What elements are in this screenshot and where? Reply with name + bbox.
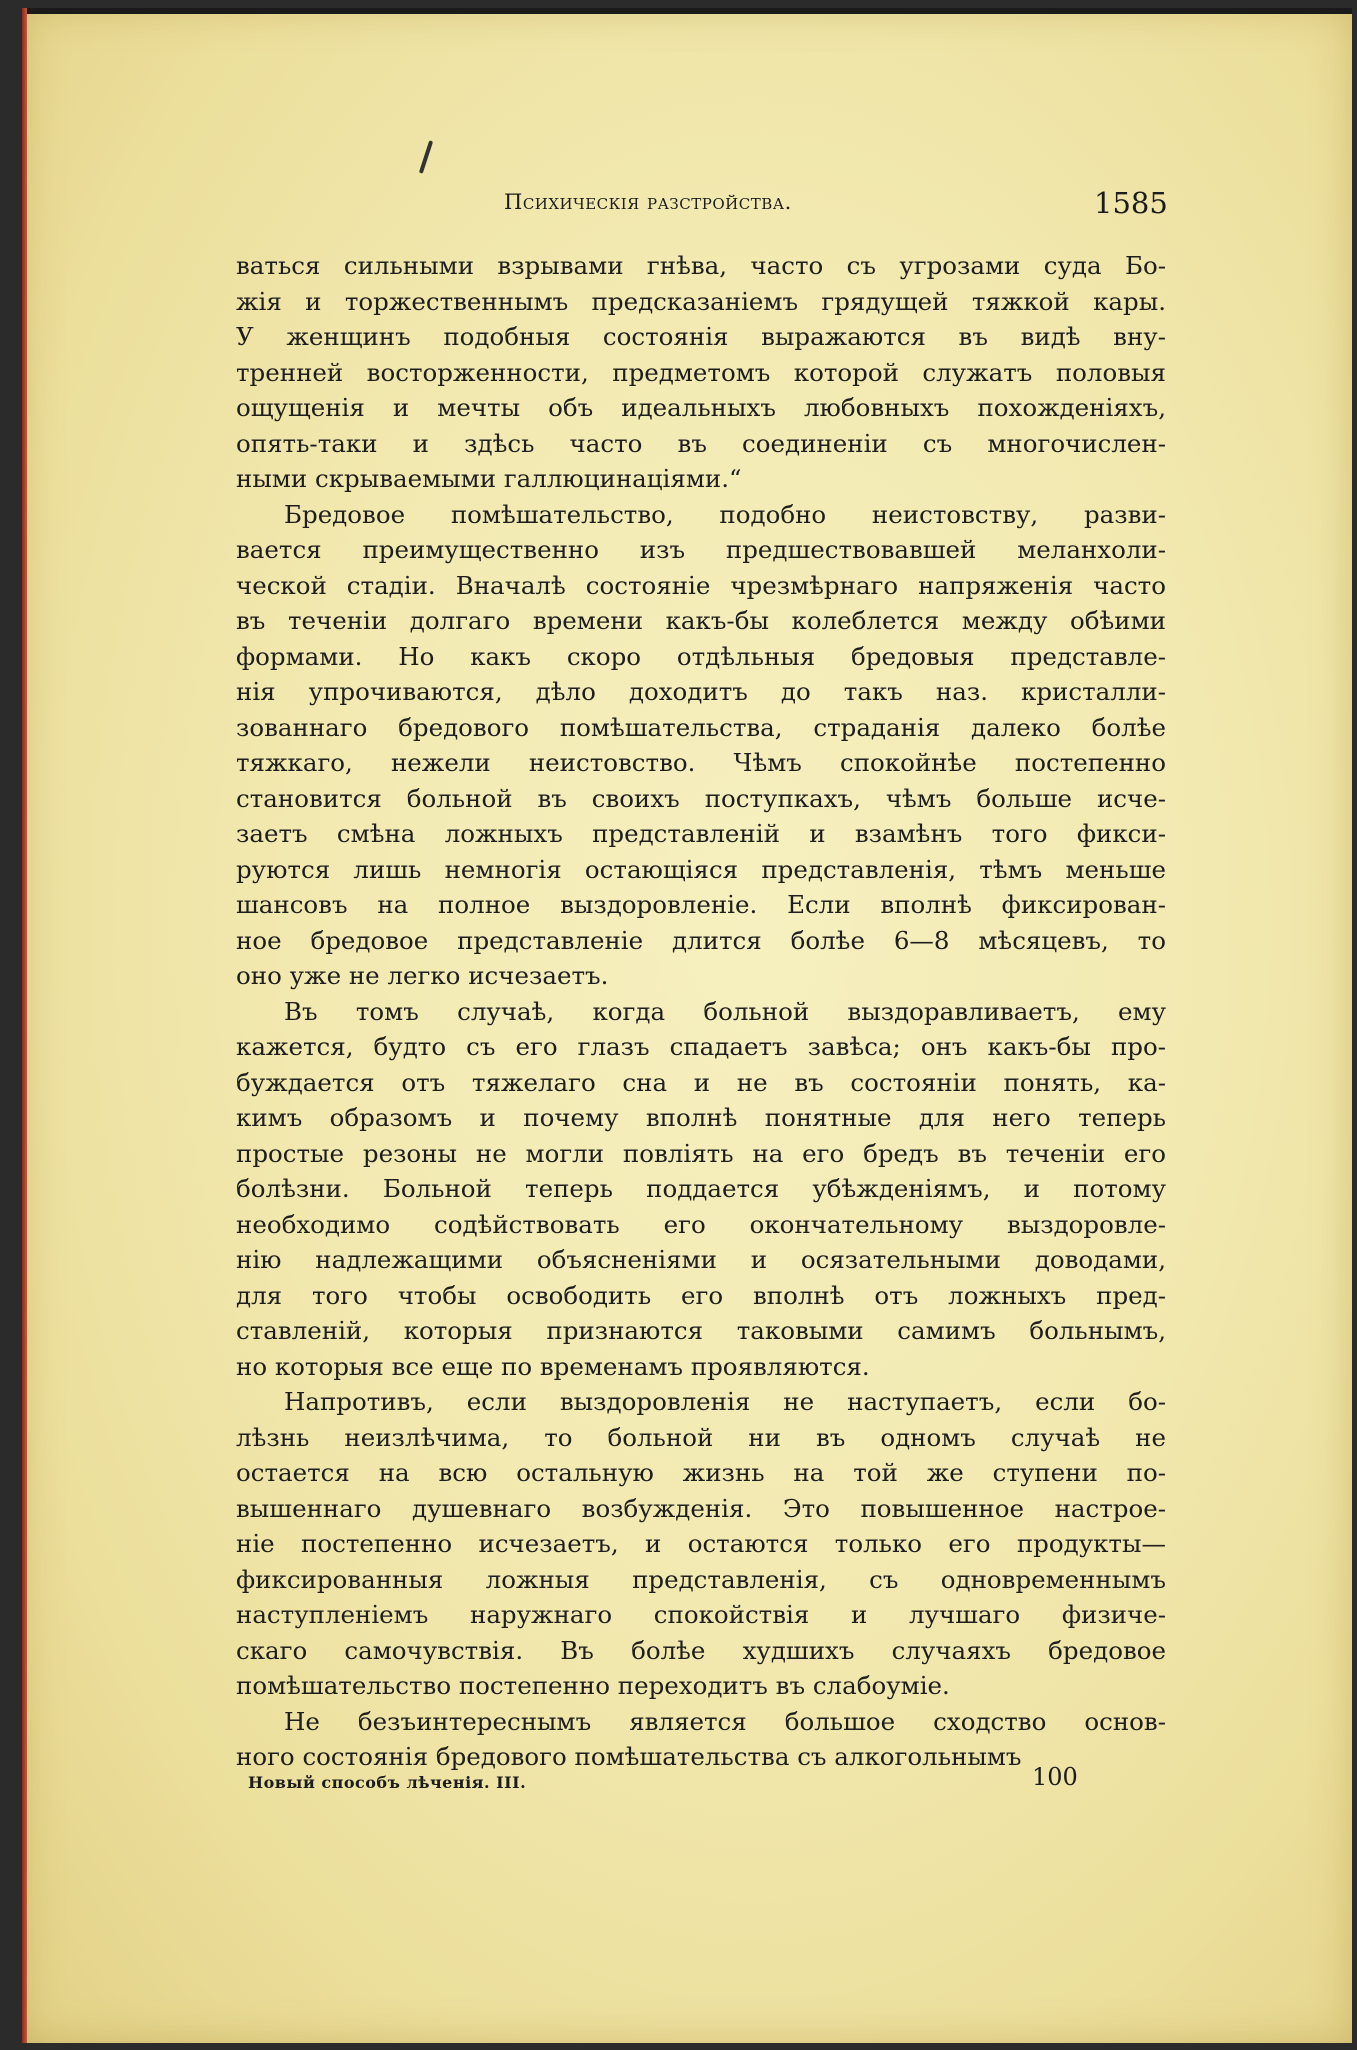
text-line: руются лишь немногія остающіяся представленія, тѣмъ меньше xyxy=(236,854,1166,884)
text-line: ческой стадіи. Вначалѣ состояніе чрезмѣрнаго напряженія часто xyxy=(236,570,1166,600)
text-line: для того чтобы освободить его вполнѣ отъ ложныхъ пред- xyxy=(236,1280,1166,1310)
text-line: оно уже не легко исчезаетъ. xyxy=(236,961,609,990)
running-head: Психическія разстройства. xyxy=(504,190,792,214)
text-line: становится больной въ своихъ поступкахъ, чѣмъ больше исче- xyxy=(236,783,1166,813)
text-line: жія и торжественнымъ предсказаніемъ грядущей тяжкой кары. xyxy=(236,286,1166,316)
text-line: Въ томъ случаѣ, когда больной выздоравливаетъ, ему xyxy=(284,996,1166,1026)
paragraph xyxy=(236,497,1166,994)
paragraph xyxy=(236,994,1166,1385)
text-line: зованнаго бредового помѣшательства, страданія далеко болѣе xyxy=(236,712,1166,742)
text-line: ного состоянія бредового помѣшательства съ алкогольнымъ xyxy=(236,1742,1022,1771)
text-line: остается на всю остальную жизнь на той же ступени по- xyxy=(236,1458,1166,1487)
text-line: въ теченіи долгаго времени какъ-бы колеблется между обѣими xyxy=(236,606,1166,635)
text-line: кимъ образомъ и почему вполнѣ понятные для него теперь xyxy=(236,1103,1166,1132)
text-line: заетъ смѣна ложныхъ представленій и взамѣнъ того фикси- xyxy=(236,819,1166,848)
text-line: опять-таки и здѣсь часто въ соединеніи съ многочислен- xyxy=(236,428,1166,458)
paragraph xyxy=(236,1704,1166,1775)
text-line: У женщинъ подобныя состоянія выражаются въ видѣ вну- xyxy=(236,322,1166,351)
paragraph xyxy=(236,248,1166,497)
text-line: Напротивъ, если выздоровленія не наступаетъ, если бо- xyxy=(284,1387,1166,1416)
page-header xyxy=(22,186,1352,226)
text-line: ощущенія и мечты объ идеальныхъ любовныхъ похожденіяхъ, xyxy=(236,393,1166,422)
text-line: необходимо содѣйствовать его окончательному выздоровле- xyxy=(236,1209,1166,1239)
text-line: ніе постепенно исчезаетъ, и остаются только его продукты— xyxy=(236,1529,1166,1558)
text-line: фиксированныя ложныя представленія, съ одновременнымъ xyxy=(236,1564,1166,1594)
page-top-edge xyxy=(22,8,1352,14)
printer-signature: Новый способъ лѣченія. III. xyxy=(248,1773,527,1792)
text-line: шансовъ на полное выздоровленіе. Если вполнѣ фиксирован- xyxy=(236,890,1166,919)
text-line: Бредовое помѣшательство, подобно неистовству, разви- xyxy=(284,499,1166,529)
text-line: Не безъинтереснымъ является большое сходство основ- xyxy=(284,1706,1166,1736)
text-line: тренней восторженности, предметомъ которой служатъ половыя xyxy=(236,357,1166,387)
text-line: буждается отъ тяжелаго сна и не въ состояніи понять, ка- xyxy=(236,1067,1166,1097)
text-line: болѣзни. Больной теперь поддается убѣжденіямъ, и потому xyxy=(236,1174,1166,1203)
text-line: кажется, будто съ его глазъ спадаетъ завѣса; онъ какъ-бы про- xyxy=(236,1032,1166,1061)
text-line: нія упрочиваются, дѣло доходитъ до такъ наз. кристалли- xyxy=(236,677,1166,706)
text-line: ными скрываемыми галлюцинаціями.“ xyxy=(236,464,742,493)
book-page xyxy=(22,8,1352,2043)
text-line: нію надлежащими объясненіями и осязательными доводами, xyxy=(236,1245,1166,1274)
body-text xyxy=(236,248,1166,1775)
text-line: ваться сильными взрывами гнѣва, часто съ угрозами суда Бо- xyxy=(236,251,1166,280)
text-line: помѣшательство постепенно переходитъ въ слабоуміе. xyxy=(236,1671,950,1700)
text-line: скаго самочувствія. Въ болѣе худшихъ случаяхъ бредовое xyxy=(236,1635,1166,1665)
page-left-edge xyxy=(22,8,27,2043)
text-line: вается преимущественно изъ предшествовавшей меланхоли- xyxy=(236,535,1166,564)
text-line: тяжкаго, нежели неистовство. Чѣмъ спокойнѣе постепенно xyxy=(236,748,1166,777)
paragraph xyxy=(236,1384,1166,1704)
text-line: ное бредовое представленіе длится болѣе 6—8 мѣсяцевъ, то xyxy=(236,925,1166,955)
pencil-mark xyxy=(419,140,433,174)
text-line: ставленій, которыя признаются таковыми самимъ больнымъ, xyxy=(236,1316,1166,1345)
text-line: формами. Но какъ скоро отдѣльныя бредовыя представле- xyxy=(236,641,1166,671)
text-line: лѣзнь неизлѣчима, то больной ни въ одномъ случаѣ не xyxy=(236,1422,1166,1452)
text-line: но которыя все еще по временамъ проявляются. xyxy=(236,1351,870,1381)
page-number: 1585 xyxy=(1094,186,1168,220)
text-line: вышеннаго душевнаго возбужденія. Это повышенное настрое- xyxy=(236,1493,1166,1523)
signature-number: 100 xyxy=(1032,1763,1078,1791)
text-line: наступленіемъ наружнаго спокойствія и лучшаго физиче- xyxy=(236,1600,1166,1629)
text-line: простые резоны не могли повліять на его бредъ въ теченіи его xyxy=(236,1138,1166,1168)
